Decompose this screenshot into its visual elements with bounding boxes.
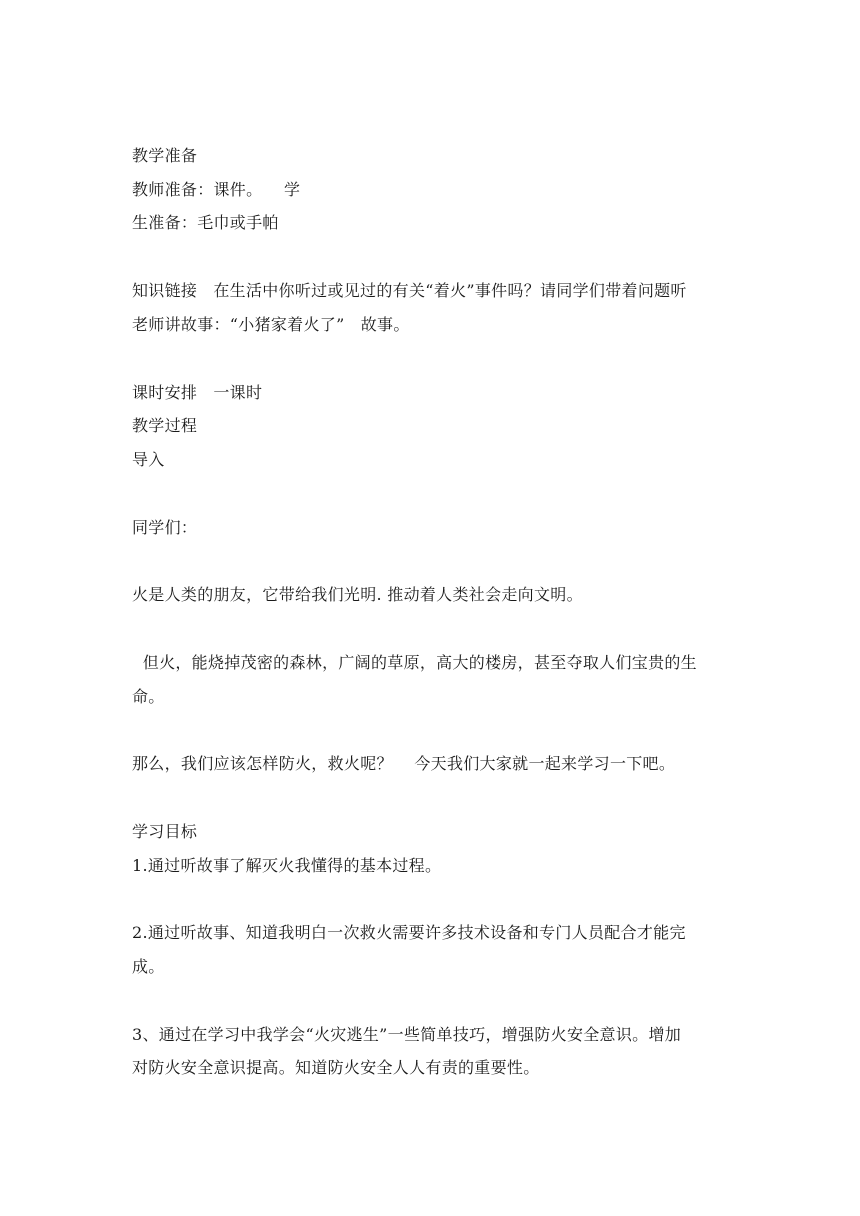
text-knowledge-link: 知识链接 在生活中你听过或见过的有关“着火”事件吗？请同学们带着问题听 xyxy=(132,281,687,300)
text-objective-1: 1.通过听故事了解灭火我懂得的基本过程。 xyxy=(132,856,442,875)
heading-teaching-preparation: 教学准备 xyxy=(132,146,198,165)
text-paragraph-fire-danger: 但火，能烧掉茂密的森林，广阔的草原，高大的楼房，甚至夺取人们宝贵的生 xyxy=(132,653,697,672)
text-objective-2: 2.通过听故事、知道我明白一次救火需要许多技术设备和专门人员配合才能完 xyxy=(132,923,686,942)
text-greeting: 同学们： xyxy=(132,518,198,537)
text-paragraph-fire-danger-cont: 命。 xyxy=(132,687,165,706)
text-lesson-schedule: 课时安排 一课时 xyxy=(132,383,263,402)
text-paragraph-fire-friend: 火是人类的朋友，它带给我们光明. 推动着人类社会走向文明。 xyxy=(132,585,583,604)
text-teacher-preparation: 教师准备：课件。 学 xyxy=(132,180,301,199)
text-knowledge-link-cont: 老师讲故事：“小猪家着火了” 故事。 xyxy=(132,315,410,334)
text-objective-3-cont: 对防火安全意识提高。知道防火安全人人有责的重要性。 xyxy=(132,1058,540,1077)
heading-teaching-process: 教学过程 xyxy=(132,416,198,435)
heading-introduction: 导入 xyxy=(132,450,165,469)
heading-learning-objectives: 学习目标 xyxy=(132,822,198,841)
text-objective-3: 3、通过在学习中我学会“火灾逃生”一些简单技巧，增强防火安全意识。增加 xyxy=(132,1025,682,1044)
text-paragraph-question: 那么，我们应该怎样防火，救火呢？ 今天我们大家就一起来学习一下吧。 xyxy=(132,754,676,773)
text-objective-2-cont: 成。 xyxy=(132,957,165,976)
text-student-preparation: 生准备：毛巾或手帕 xyxy=(132,213,279,232)
